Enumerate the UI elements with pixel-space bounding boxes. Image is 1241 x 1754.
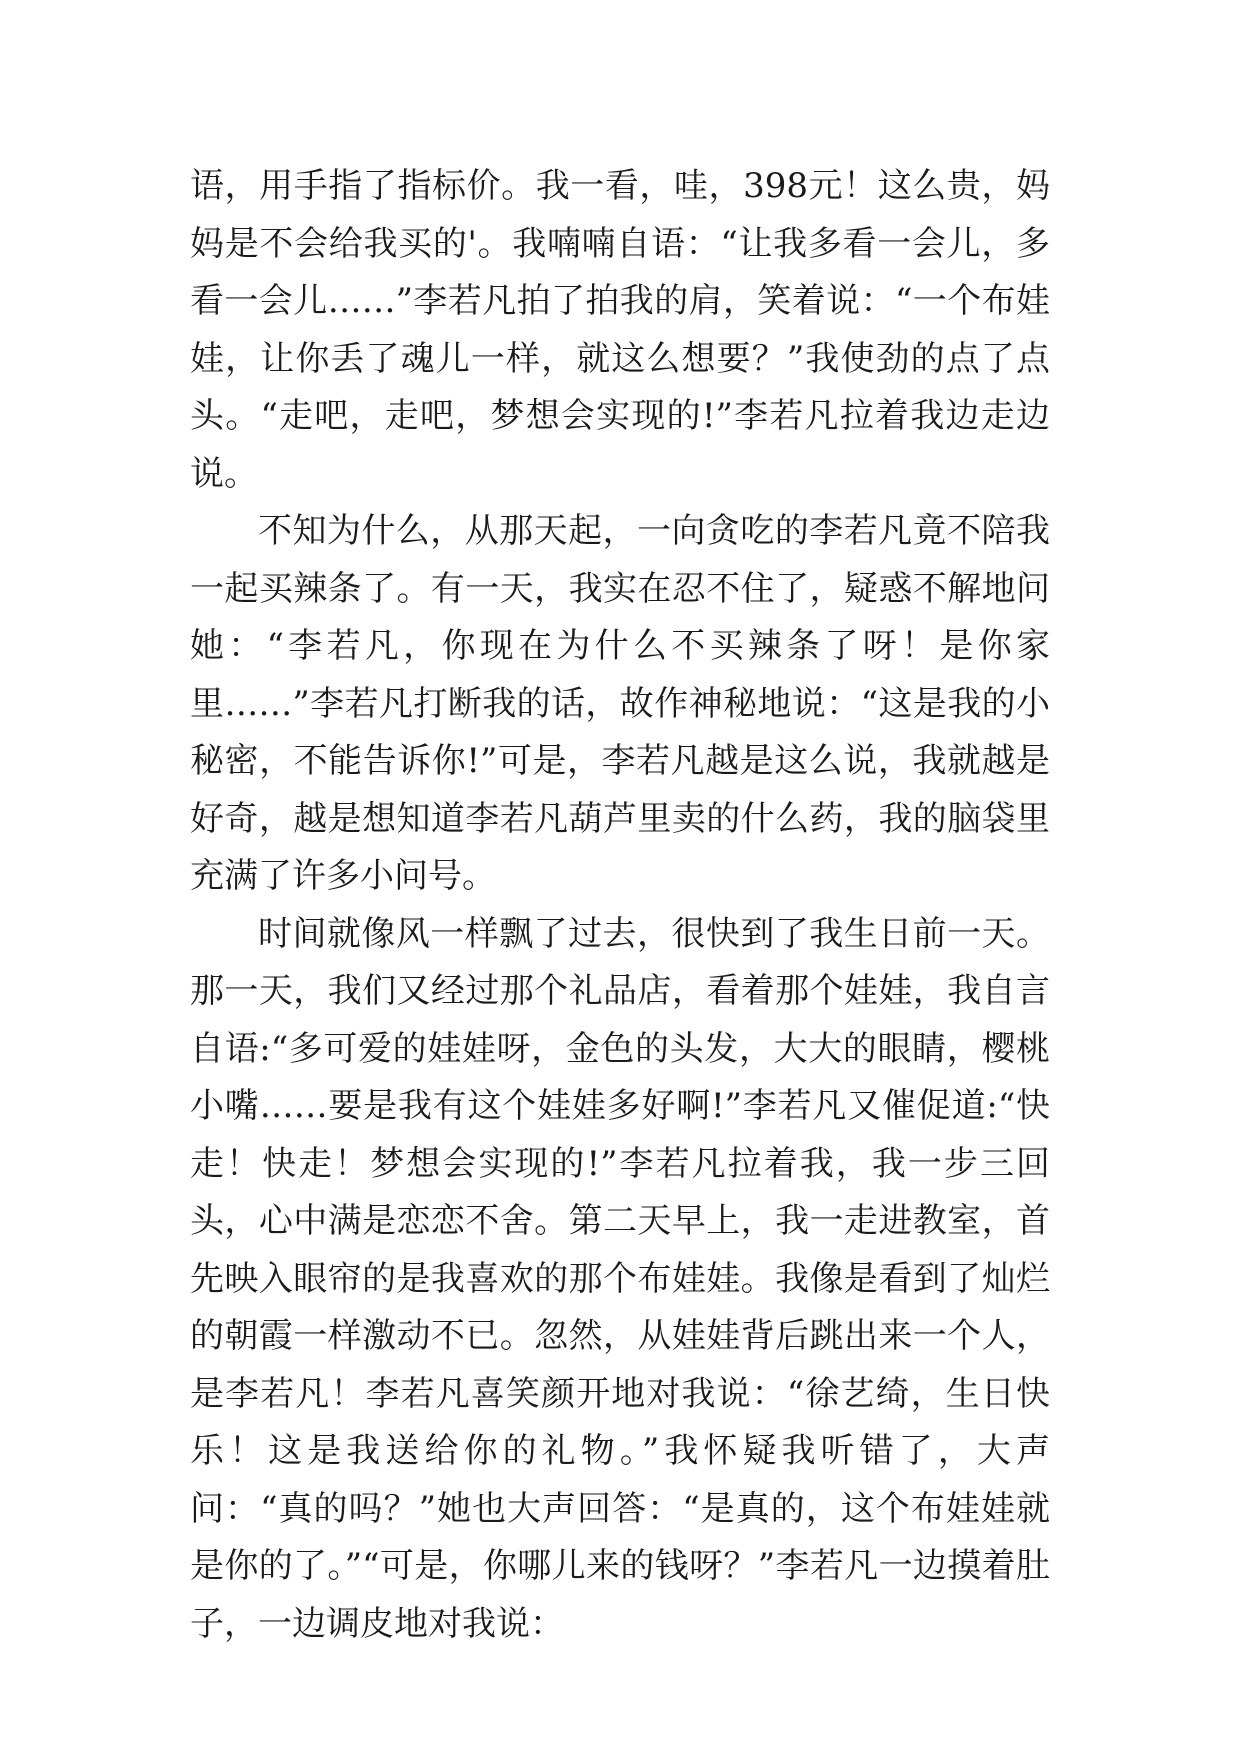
story-text <box>190 158 1050 1653</box>
paragraph-1: 语，用手指了指标价。我一看，哇，398元！这么贵，妈妈是不会给我买的'。我喃喃自语：“让我多看一会儿，多看一会儿……”李若凡拍了拍我的肩，笑着说：“一个布娃娃，让你丢了魂儿一样，就这么想要？”我使劲的点了点头。“走吧，走吧，梦想会实现的!”李若凡拉着我边走边说。 <box>190 166 1050 494</box>
paragraph-2: 不知为什么，从那天起，一向贪吃的李若凡竟不陪我一起买辣条了。有一天，我实在忍不住了，疑惑不解地问她：“李若凡，你现在为什么不买辣条了呀！是你家里……”李若凡打断我的话，故作神秘地说：“这是我的小秘密，不能告诉你!”可是，李若凡越是这么说，我就越是好奇，越是想知道李若凡葫芦里卖的什么药，我的脑袋里充满了许多小问号。 <box>190 511 1050 896</box>
paragraph-3: 时间就像风一样飘了过去，很快到了我生日前一天。那一天，我们又经过那个礼品店，看着那个娃娃，我自言自语:“多可爱的娃娃呀，金色的头发，大大的眼睛，樱桃小嘴……要是我有这个娃娃多好啊!”李若凡又催促道:“快走！快走！梦想会实现的!”李若凡拉着我，我一步三回头，心中满是恋恋不舍。第二天早上，我一走进教室，首先映入眼帘的是我喜欢的那个布娃娃。我像是看到了灿烂的朝霞一样激动不已。忽然，从娃娃背后跳出来一个人，是李若凡！李若凡喜笑颜开地对我说：“徐艺绮，生日快乐！这是我送给你的礼物。”我怀疑我听错了，大声问：“真的吗？”她也大声回答：“是真的，这个布娃娃就是你的了。”“可是，你哪儿来的钱呀？”李若凡一边摸着肚子，一边调皮地对我说： <box>190 913 1050 1644</box>
